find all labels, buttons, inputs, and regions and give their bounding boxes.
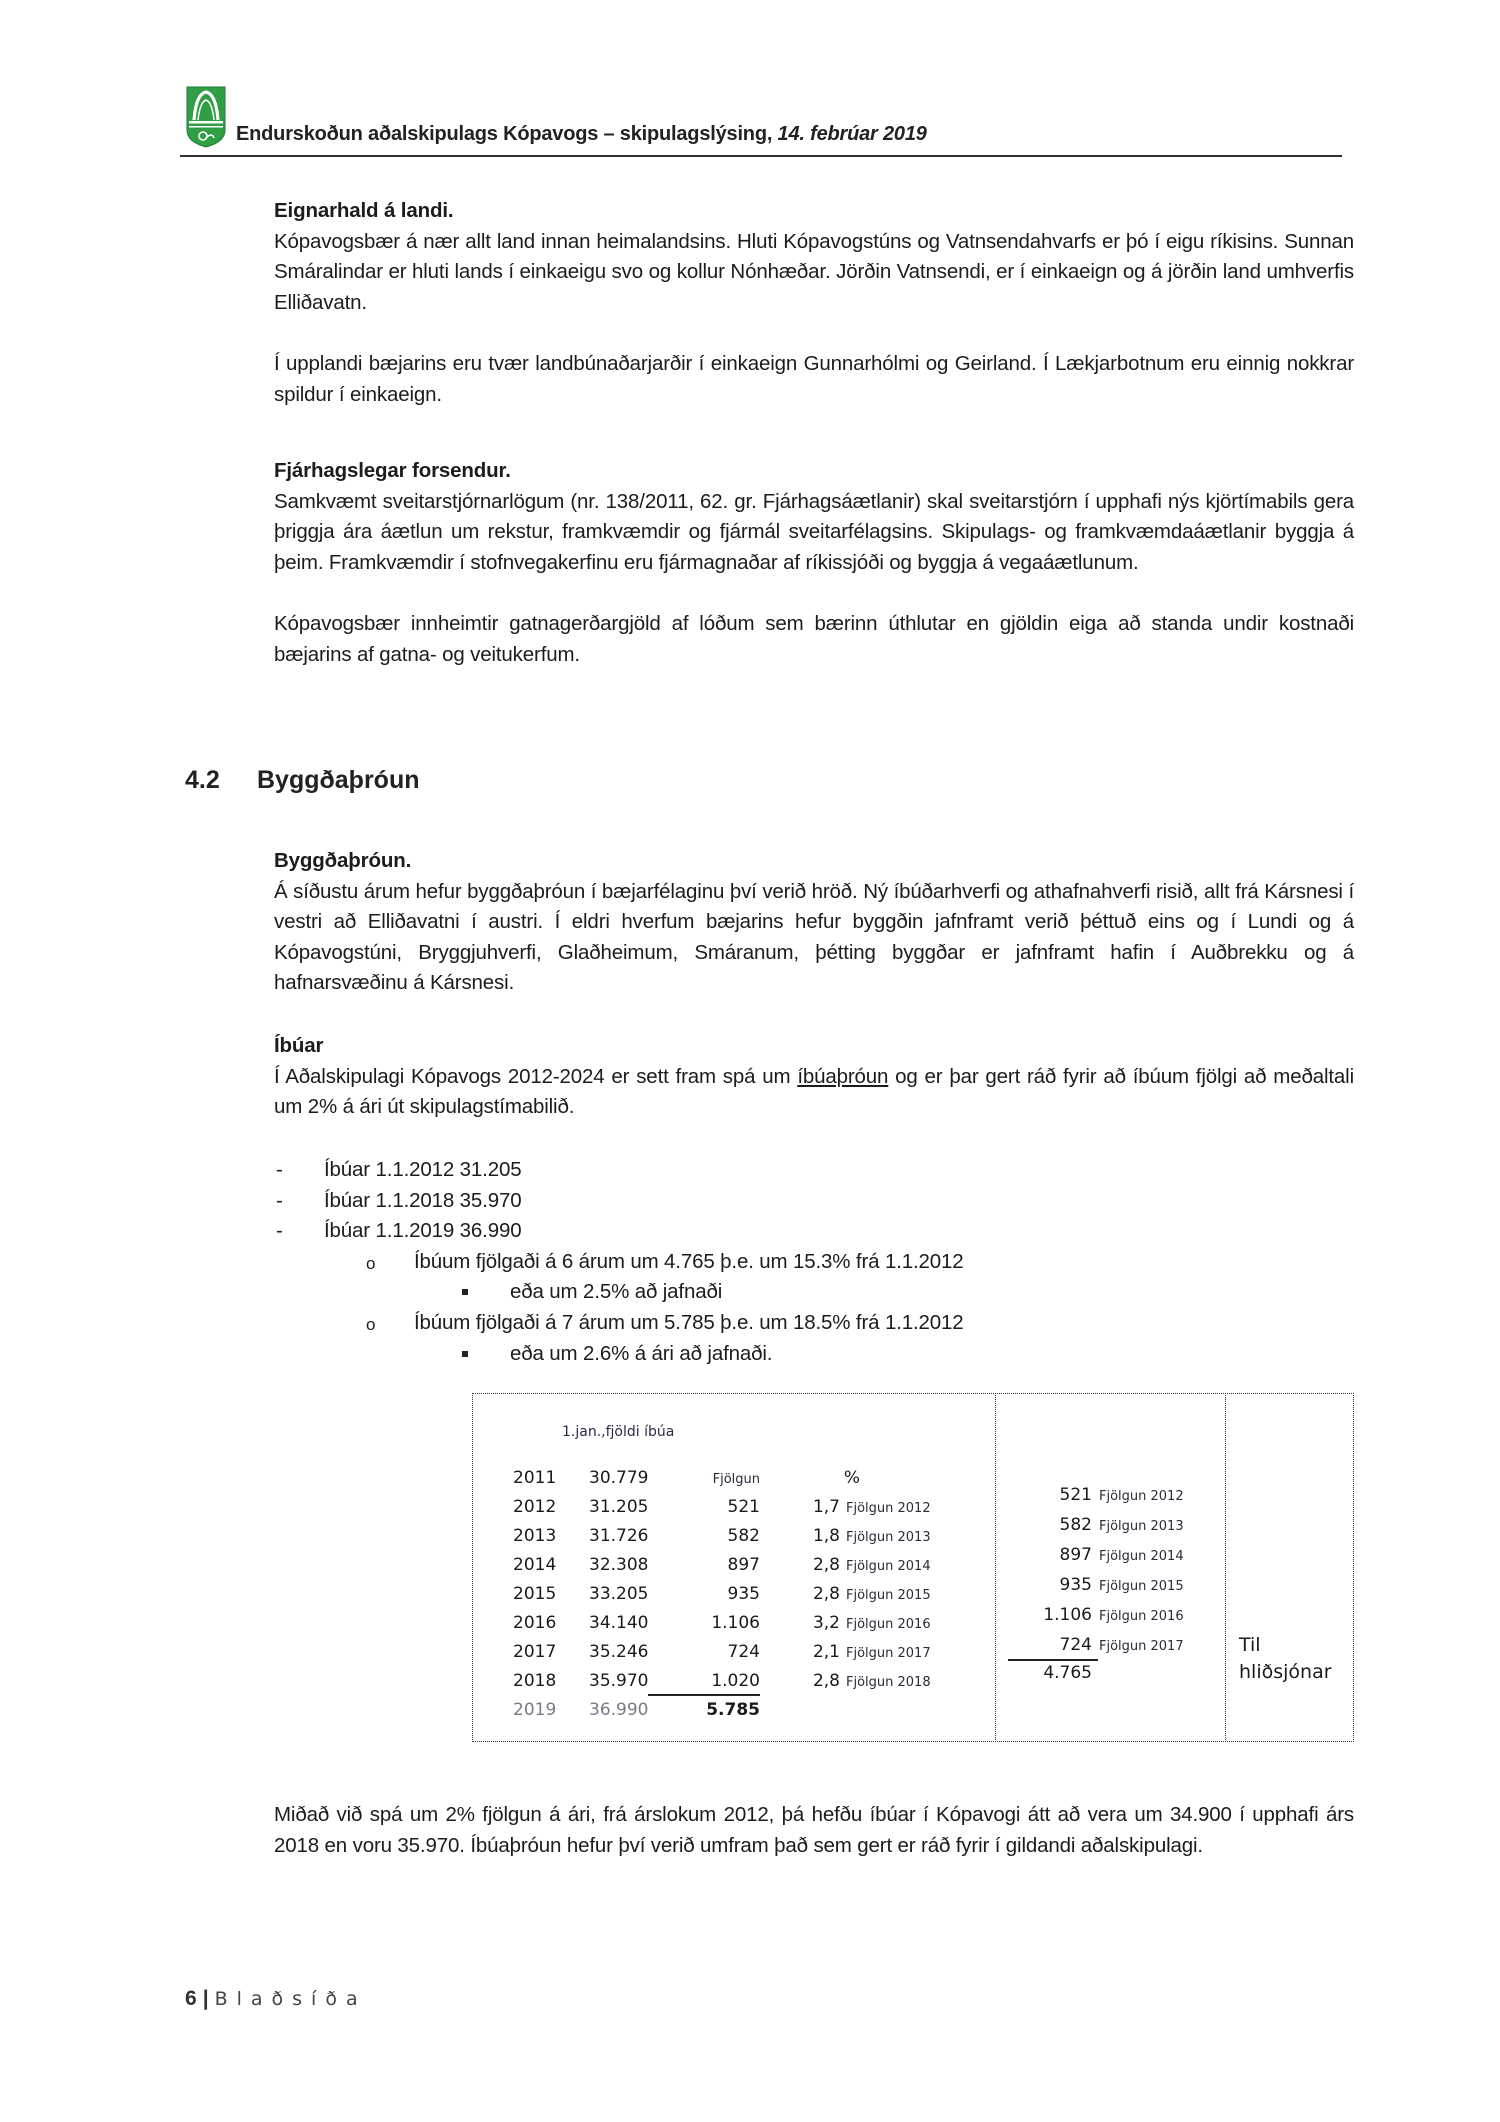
list-item: eða um 2.6% á ári að jafnaði.	[274, 1339, 1174, 1370]
cell-pop: 34.140	[589, 1613, 649, 1633]
cell-pct: 1,8	[812, 1526, 840, 1546]
sum-underline	[648, 1694, 760, 1696]
fjarhags-heading: Fjárhagslegar forsendur.	[274, 459, 511, 482]
side-label: Fjölgun 2012	[1099, 1489, 1184, 1504]
section-closing	[274, 1800, 1354, 1861]
cell-inc: 582	[727, 1526, 760, 1546]
col-header-fjolgun: Fjölgun	[712, 1472, 760, 1487]
circle-bullet-icon: o	[366, 1253, 376, 1273]
cell-inc: 897	[727, 1555, 760, 1575]
ibuar-text-before: Í Aðalskipulagi Kópavogs 2012-2024 er sett fram spá um	[274, 1064, 798, 1088]
cell-pop: 30.779	[589, 1468, 649, 1488]
list-item: o Íbúum fjölgaði á 6 árum um 4.765 þ.e. um 15.3% frá 1.1.2012	[274, 1247, 1174, 1278]
section-number: 4.2	[185, 766, 220, 794]
ibuar-paragraph	[274, 1062, 1354, 1123]
square-bullet-icon	[462, 1339, 468, 1370]
cell-year: 2011	[513, 1468, 557, 1488]
section-eignarhald	[274, 196, 1354, 410]
eignarhald-paragraph-2: Í upplandi bæjarins eru tvær landbúnaðarjarðir í einkaeign Gunnarhólmi og Geirland. Í Lækjarbotnum eru einnig nokkrar spildur í einkaeign.	[274, 351, 1354, 406]
cell-pct: 2,8	[812, 1671, 840, 1691]
footer-separator: |	[202, 1987, 209, 2010]
cell-pct: 2,8	[812, 1555, 840, 1575]
cell-pop: 35.970	[589, 1671, 649, 1691]
cell-label: Fjölgun 2015	[846, 1588, 931, 1603]
document-header-title	[236, 123, 927, 146]
list-item: - Íbúar 1.1.2019 36.990	[274, 1216, 1174, 1247]
cell-inc: 1.106	[711, 1613, 760, 1633]
cell-year: 2012	[513, 1497, 557, 1517]
header-rule	[180, 155, 1342, 157]
list-item: - Íbúar 1.1.2018 35.970	[274, 1186, 1174, 1217]
ibuar-heading: Íbúar	[274, 1034, 324, 1057]
dash-bullet-icon: -	[276, 1158, 283, 1181]
cell-pct: 1,7	[812, 1497, 840, 1517]
side-label: Fjölgun 2015	[1099, 1579, 1184, 1594]
table-divider	[995, 1393, 996, 1742]
cell-inc: 521	[727, 1497, 760, 1517]
section-ibuar	[274, 1031, 1354, 1123]
eignarhald-paragraph-1: Kópavogsbær á nær allt land innan heimalandsins. Hluti Kópavogstúns og Vatnsendahvarfs er þó í eigu ríkisins. Sunnan Smáralindar er hluti lands í einkaeigu svo og kollur Nónhæðar. Jörðin Vatnsendi, er í einkaeign og á jörðin land umhverfis Elliðavatn.	[274, 229, 1354, 314]
page-number: 6	[185, 1987, 197, 2010]
note-line-2: hliðsjónar	[1239, 1661, 1332, 1683]
cell-year: 2014	[513, 1555, 557, 1575]
cell-label: Fjölgun 2013	[846, 1530, 931, 1545]
side-inc: 521	[1059, 1485, 1092, 1505]
side-inc: 1.106	[1043, 1605, 1092, 1625]
side-inc: 582	[1059, 1515, 1092, 1535]
cell-inc: 1.020	[711, 1671, 760, 1691]
byggdathroun-heading: Byggðaþróun.	[274, 849, 412, 872]
side-total: 4.765	[1043, 1663, 1092, 1683]
cell-label: Fjölgun 2016	[846, 1617, 931, 1632]
side-inc: 935	[1059, 1575, 1092, 1595]
fjarhags-paragraph-1: Samkvæmt sveitarstjórnarlögum (nr. 138/2011, 62. gr. Fjárhagsáætlanir) skal sveitarstjórn í upphafi nýs kjörtímabils gera þriggja ára áætlun um rekstur, framkvæmdir og fjármál sveitarfélagsins. Skipulags- og framkvæmdaáætlanir byggja á þeim. Framkvæmdir í stofnvegakerfinu eru fjármagnaðar af ríkissjóði og byggja á vegaáætlunum.	[274, 489, 1354, 574]
cell-label: Fjölgun 2018	[846, 1675, 931, 1690]
fjarhags-paragraph-2: Kópavogsbær innheimtir gatnagerðargjöld af lóðum sem bærinn úthlutar en gjöldin eiga að standa undir kostnaði bæjarins af gatna- og veitukerfum.	[274, 611, 1354, 666]
cell-pop: 31.726	[589, 1526, 649, 1546]
ibuar-text-after: og er þar gert ráð fyrir að íbúum fjölgi að meðaltali um 2% á ári út skipulagstímabilið.	[274, 1064, 1354, 1119]
side-label: Fjölgun 2013	[1099, 1519, 1184, 1534]
footer-label: Blaðsíða	[214, 1988, 367, 2010]
list-item: eða um 2.5% að jafnaði	[274, 1277, 1174, 1308]
cell-year: 2018	[513, 1671, 557, 1691]
header-title-main: Endurskoðun aðalskipulags Kópavogs – skipulagslýsing,	[236, 123, 773, 145]
side-inc: 897	[1059, 1545, 1092, 1565]
section-fjarhagslegar	[274, 456, 1354, 670]
side-label: Fjölgun 2016	[1099, 1609, 1184, 1624]
cell-inc: 935	[727, 1584, 760, 1604]
closing-paragraph: Miðað við spá um 2% fjölgun á ári, frá árslokum 2012, þá hefðu íbúar í Kópavogi átt að vera um 34.900 í upphafi árs 2018 en voru 35.970. Íbúaþróun hefur því verið umfram það sem gert er ráð fyrir í gildandi aðalskipulagi.	[274, 1803, 1354, 1857]
cell-pop: 36.990	[589, 1700, 649, 1720]
cell-pct: 2,8	[812, 1584, 840, 1604]
cell-label: Fjölgun 2012	[846, 1501, 931, 1516]
cell-inc: 724	[727, 1642, 760, 1662]
cell-year: 2019	[513, 1700, 557, 1720]
list-item: o Íbúum fjölgaði á 7 árum um 5.785 þ.e. um 18.5% frá 1.1.2012	[274, 1308, 1174, 1339]
page-footer	[185, 1987, 367, 2011]
section-title: Byggðaþróun	[257, 766, 420, 794]
side-label: Fjölgun 2017	[1099, 1639, 1184, 1654]
list-item: - Íbúar 1.1.2012 31.205	[274, 1155, 1174, 1186]
kopavogur-crest-icon	[186, 86, 226, 148]
cell-year: 2015	[513, 1584, 557, 1604]
table-caption: 1.jan.,fjöldi íbúa	[562, 1424, 675, 1440]
header-title-date: 14. febrúar 2019	[772, 123, 927, 145]
cell-pop: 35.246	[589, 1642, 649, 1662]
cell-pop: 32.308	[589, 1555, 649, 1575]
dash-bullet-icon: -	[276, 1188, 283, 1212]
cell-inc-total: 5.785	[706, 1700, 760, 1720]
side-inc: 724	[1059, 1635, 1092, 1655]
cell-year: 2017	[513, 1642, 557, 1662]
cell-pop: 33.205	[589, 1584, 649, 1604]
cell-year: 2016	[513, 1613, 557, 1633]
cell-label: Fjölgun 2014	[846, 1559, 931, 1574]
table-divider	[1225, 1393, 1226, 1742]
table-note	[1239, 1632, 1332, 1686]
ibuathroun-link[interactable]: íbúaþróun	[797, 1064, 889, 1088]
byggdathroun-paragraph: Á síðustu árum hefur byggðaþróun í bæjarfélaginu því verið hröð. Ný íbúðarhverfi og athafnahverfi risið, allt frá Kársnesi í vestri að Elliðavatni í austri. Í eldri hverfum bæjarins hefur byggðin jafnframt verið þéttuð eins og í Lundi og á Kópavogstúni, Bryggjuhverfi, Glaðheimum, Smáranum, þétting byggðar er jafnframt hafin í Auðbrekku og á hafnarsvæðinu á Kársnesi.	[274, 879, 1354, 995]
cell-pct: 2,1	[812, 1642, 840, 1662]
col-header-percent: %	[843, 1468, 860, 1488]
dash-bullet-icon: -	[276, 1219, 283, 1243]
note-line-1: Til	[1239, 1634, 1261, 1656]
eignarhald-heading: Eignarhald á landi.	[274, 199, 454, 222]
circle-bullet-icon: o	[366, 1314, 376, 1334]
population-list	[274, 1155, 1174, 1369]
square-bullet-icon	[462, 1277, 468, 1308]
side-label: Fjölgun 2014	[1099, 1549, 1184, 1564]
cell-pct: 3,2	[812, 1613, 840, 1633]
side-sum-underline	[1008, 1659, 1098, 1661]
cell-year: 2013	[513, 1526, 557, 1546]
cell-pop: 31.205	[589, 1497, 649, 1517]
cell-label: Fjölgun 2017	[846, 1646, 931, 1661]
section-byggdathroun	[274, 846, 1354, 999]
